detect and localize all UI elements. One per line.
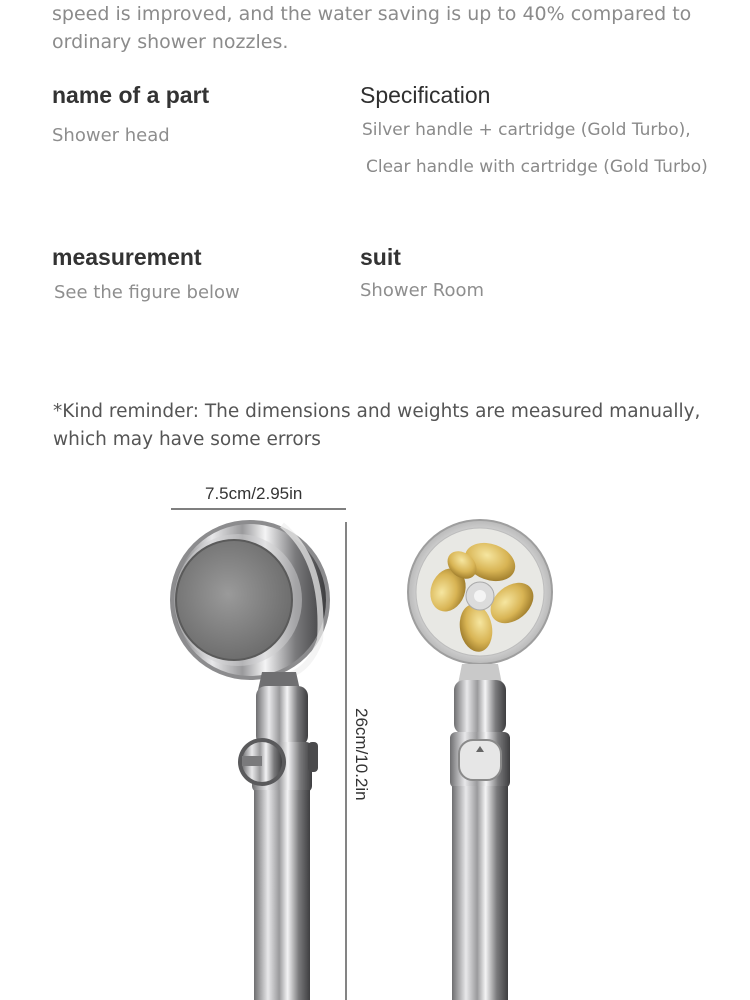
specification-label: Specification bbox=[360, 82, 491, 108]
part-name-label: name of a part bbox=[52, 82, 210, 108]
clear-shower-head bbox=[408, 520, 552, 1000]
measurement-value: See the figure below bbox=[54, 282, 240, 303]
kind-reminder: *Kind reminder: The dimensions and weights are measured manually, which may have some errors bbox=[53, 401, 701, 450]
intro-paragraph: speed is improved, and the water saving is up to 40% compared to ordinary shower nozzles. bbox=[52, 3, 692, 53]
silver-shower-head bbox=[170, 520, 330, 1000]
measurement-label: measurement bbox=[52, 244, 202, 270]
part-name-value: Shower head bbox=[52, 125, 170, 146]
suit-value: Shower Room bbox=[360, 280, 485, 301]
specification-value-2: Clear handle with cartridge (Gold Turbo) bbox=[366, 157, 708, 177]
specification-value-1: Silver handle + cartridge (Gold Turbo), bbox=[362, 120, 691, 140]
suit-label: suit bbox=[360, 244, 401, 270]
width-dimension-label: 7.5cm/2.95in bbox=[205, 484, 303, 503]
height-dimension-label: 26cm/10.2in bbox=[352, 708, 371, 801]
